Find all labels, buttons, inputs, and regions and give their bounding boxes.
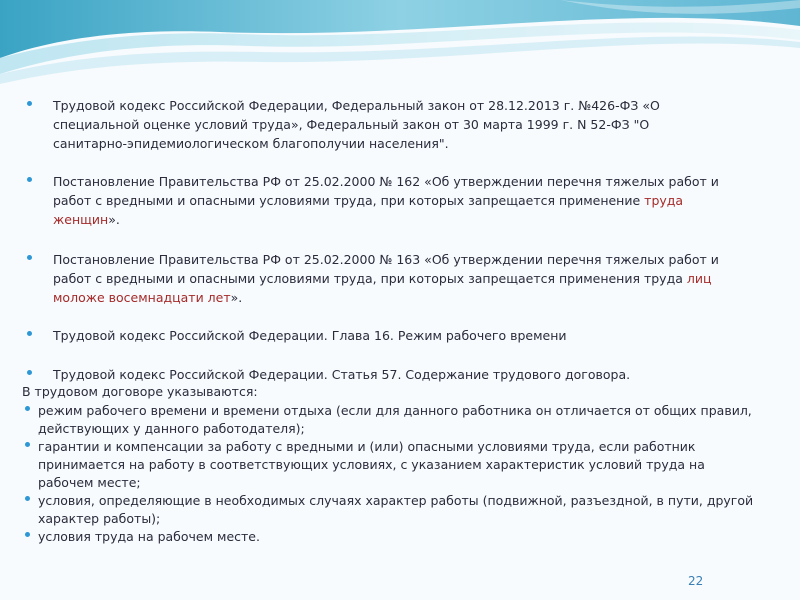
paragraph-3-line-2 (53, 270, 712, 288)
bullet-icon (25, 496, 30, 501)
paragraph-1-line-2: специальной оценке условий труда», Федеральный закон от 30 марта 1999 г. N 52-ФЗ "О (53, 117, 650, 132)
bullet-icon (27, 177, 32, 182)
paragraph-2-line-3 (53, 211, 120, 229)
contract-item-3-line-2: характер работы); (38, 511, 161, 526)
paragraph-3-line-2-text: работ с вредными и опасными условиями труда, при которых запрещается применения труда (53, 271, 683, 286)
paragraph-3-accent-text: лиц (686, 271, 712, 286)
bullet-icon (25, 406, 30, 411)
paragraph-3-line-3 (53, 289, 242, 307)
paragraph-2-accent-text: труда (644, 193, 684, 208)
slide-number: 22 (688, 574, 704, 588)
paragraph-3-line-3-text: ». (230, 290, 243, 305)
paragraph-2-line-1: Постановление Правительства РФ от 25.02.2000 № 162 «Об утверждении перечня тяжелых работ и (53, 174, 719, 189)
bullet-icon (27, 370, 32, 375)
contract-item-1-line-2: действующих у данного работодателя); (38, 421, 305, 436)
paragraph-1-line-3: санитарно-эпидемиологическом благополучии населения". (53, 136, 449, 151)
contract-item-3-line-1: условия, определяющие в необходимых случаях характер работы (подвижной, разъездной, в пути, другой (38, 493, 754, 508)
contract-item-2-line-2: принимается на работу в соответствующих условиях, с указанием характеристик условий труда на (38, 457, 705, 472)
contract-item-2-line-3: рабочем месте; (38, 475, 141, 490)
bullet-icon (25, 532, 30, 537)
contract-intro: В трудовом договоре указываются: (22, 384, 258, 399)
bullet-icon (27, 331, 32, 336)
paragraph-1-line-1: Трудовой кодекс Российской Федерации, Федеральный закон от 28.12.2013 г. №426-ФЗ «О (53, 98, 660, 113)
paragraph-3-accent-text-2: моложе восемнадцати лет (53, 290, 231, 305)
contract-item-1-line-1: режим рабочего времени и времени отдыха (если для данного работника он отличается от общих правил, (38, 403, 752, 418)
header-wave-decoration (0, 0, 800, 92)
paragraph-3-line-1: Постановление Правительства РФ от 25.02.2000 № 163 «Об утверждении перечня тяжелых работ и (53, 252, 719, 267)
contract-item-2-line-1: гарантии и компенсации за работу с вредными и (или) опасными условиями труда, если работник (38, 439, 696, 454)
bullet-icon (25, 442, 30, 447)
bullet-icon (27, 101, 32, 106)
paragraph-5-line-1: Трудовой кодекс Российской Федерации. Статья 57. Содержание трудового договора. (53, 367, 631, 382)
paragraph-2-line-2-text: работ с вредными и опасными условиями труда, при которых запрещается применение (53, 193, 641, 208)
bullet-icon (27, 255, 32, 260)
paragraph-4-line-1: Трудовой кодекс Российской Федерации. Глава 16. Режим рабочего времени (53, 328, 567, 343)
paragraph-2-line-2 (53, 192, 683, 210)
paragraph-2-accent-text-2: женщин (53, 212, 109, 227)
contract-item-4-line-1: условия труда на рабочем месте. (38, 529, 260, 544)
paragraph-2-line-3-text: ». (108, 212, 120, 227)
